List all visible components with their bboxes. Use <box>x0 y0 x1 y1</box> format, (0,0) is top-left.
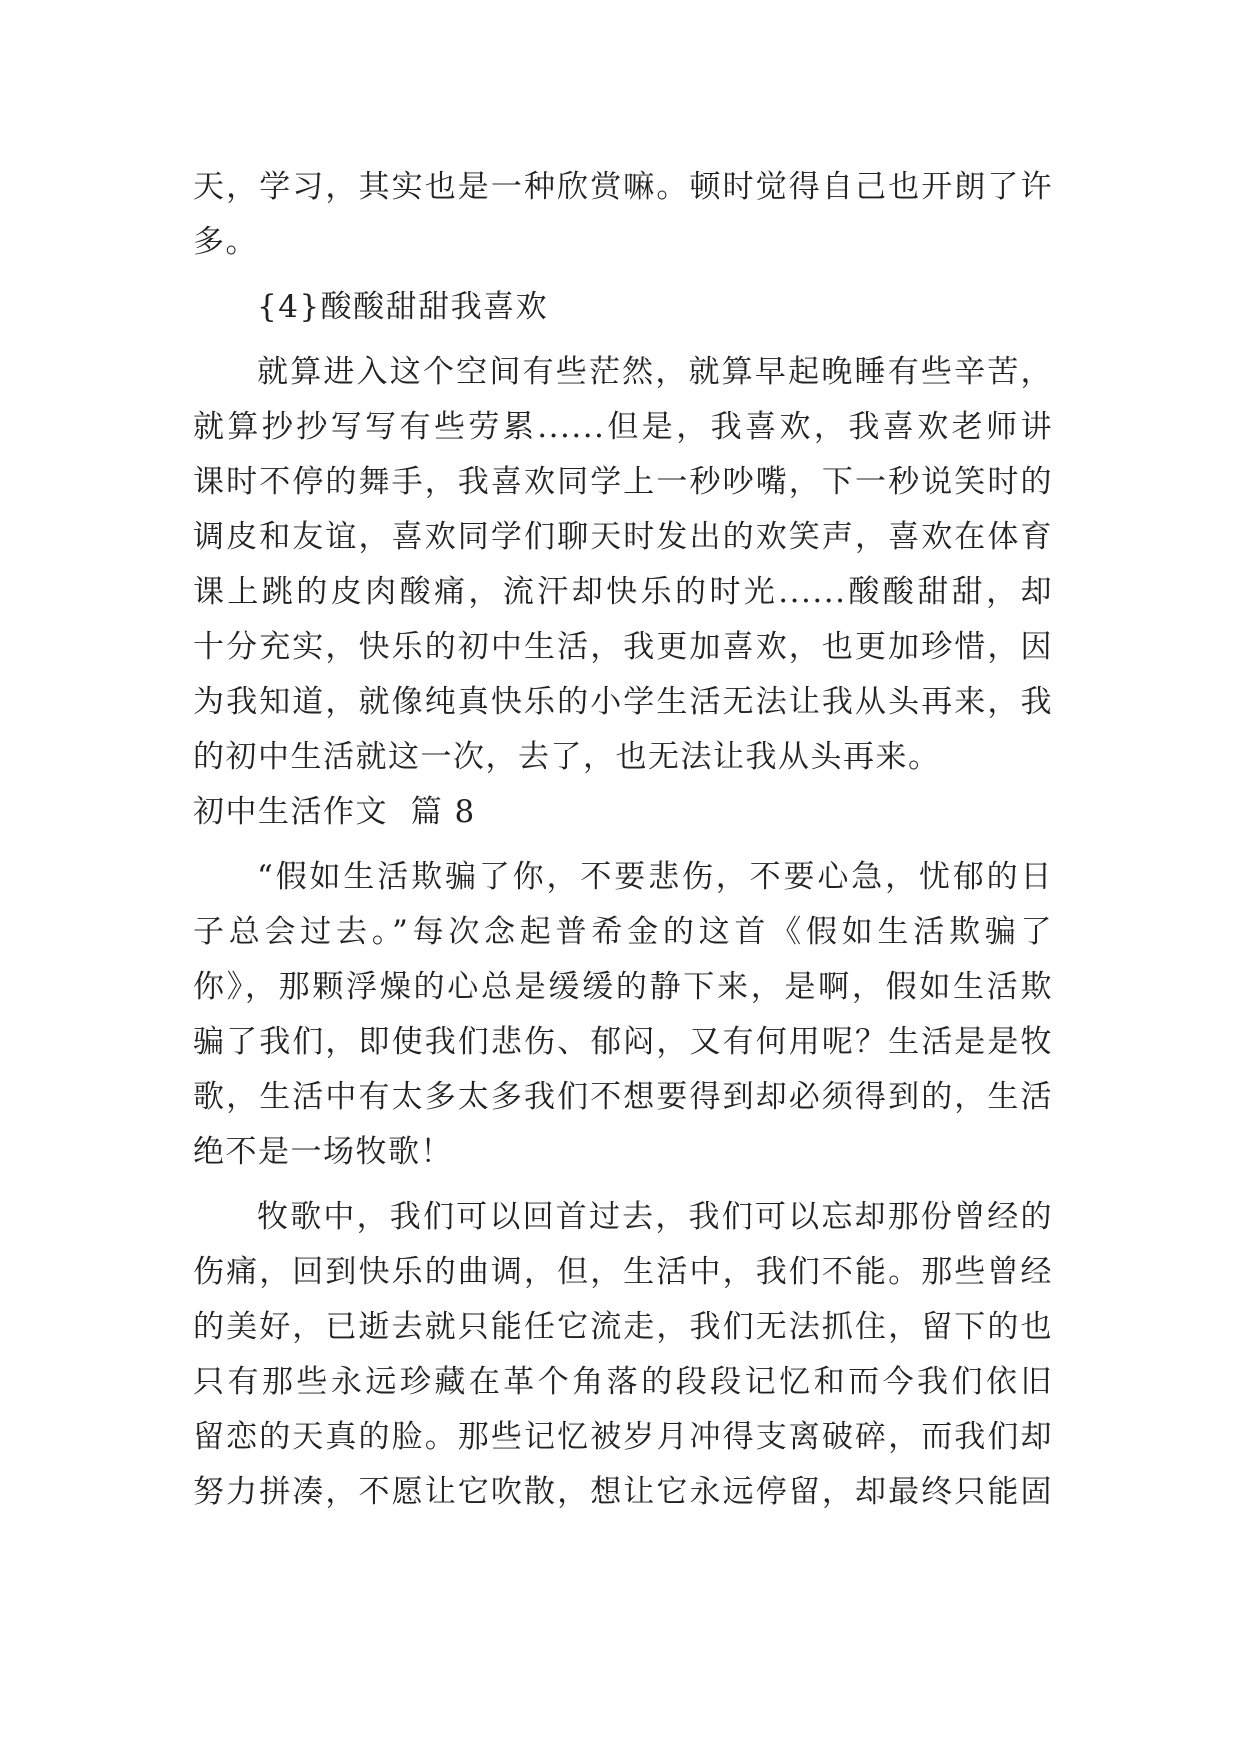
text-line: 只有那些永远珍藏在革个角落的段段记忆和而今我们依旧 <box>193 1364 1053 1400</box>
text-line: 课上跳的皮肉酸痛，流汗却快乐的时光......酸酸甜甜，却 <box>193 574 1053 610</box>
text-line: “假如生活欺骗了你，不要悲伤，不要心急，忧郁的日 <box>257 859 1053 895</box>
paragraph-continued <box>193 160 1053 270</box>
subheading-text: {4}酸酸甜甜我喜欢 <box>257 289 549 325</box>
text-line: 骗了我们，即使我们悲伤、郁闷，又有何用呢？生活是是牧 <box>193 1024 1053 1060</box>
text-line: 多。 <box>193 224 258 260</box>
document-page <box>193 160 1053 1520</box>
paragraph-pushkin <box>193 850 1053 1180</box>
text-line: 天，学习，其实也是一种欣赏嘛。顿时觉得自己也开朗了许 <box>193 169 1053 205</box>
text-line: 牧歌中，我们可以回首过去，我们可以忘却那份曾经的 <box>257 1199 1053 1235</box>
text-line: 就算抄抄写写有些劳累......但是，我喜欢，我喜欢老师讲 <box>193 409 1053 445</box>
text-line: 就算进入这个空间有些茫然，就算早起晚睡有些辛苦， <box>257 354 1053 390</box>
subheading <box>193 280 1053 335</box>
text-line: 十分充实，快乐的初中生活，我更加喜欢，也更加珍惜，因 <box>193 629 1053 665</box>
text-line: 调皮和友谊，喜欢同学们聊天时发出的欢笑声，喜欢在体育 <box>193 519 1053 555</box>
text-line: 课时不停的舞手，我喜欢同学上一秒吵嘴，下一秒说笑时的 <box>193 464 1053 500</box>
text-line: 的美好，已逝去就只能任它流走，我们无法抓住，留下的也 <box>193 1309 1053 1345</box>
text-line: 伤痛，回到快乐的曲调，但，生活中，我们不能。那些曾经 <box>193 1254 1053 1290</box>
text-line: 努力拼凑，不愿让它吹散，想让它永远停留，却最终只能固 <box>193 1474 1053 1510</box>
text-line: 子总会过去。”每次念起普希金的这首《假如生活欺骗了 <box>193 914 1053 950</box>
text-line: 的初中生活就这一次，去了，也无法让我从头再来。 <box>193 739 941 775</box>
paragraph-sour-sweet <box>193 345 1053 785</box>
paragraph-pastoral <box>193 1190 1053 1520</box>
text-line: 绝不是一场牧歌！ <box>193 1134 453 1170</box>
text-line: 留恋的天真的脸。那些记忆被岁月冲得支离破碎，而我们却 <box>193 1419 1053 1455</box>
text-line: 你》，那颗浮燥的心总是缓缓的静下来，是啊，假如生活欺 <box>193 969 1053 1005</box>
essay-title <box>193 785 1053 840</box>
essay-title-text: 初中生活作文 篇 8 <box>193 794 476 830</box>
text-line: 为我知道，就像纯真快乐的小学生活无法让我从头再来，我 <box>193 684 1053 720</box>
text-line: 歌，生活中有太多太多我们不想要得到却必须得到的，生活 <box>193 1079 1053 1115</box>
